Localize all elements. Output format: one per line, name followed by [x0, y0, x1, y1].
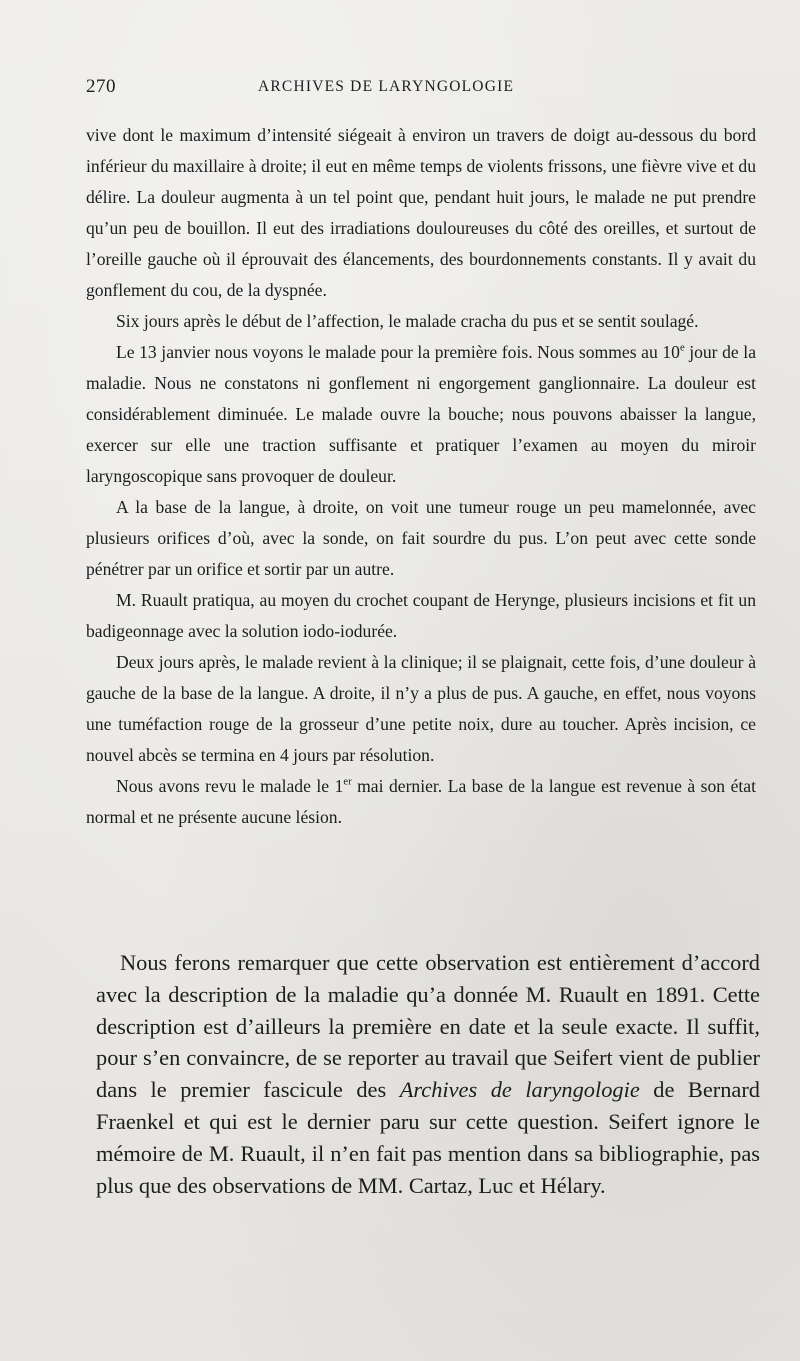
paragraph-relief: Six jours après le début de l’affection, le malade cracha du pus et se sentit soulagé. — [116, 311, 699, 331]
page-number: 270 — [86, 76, 116, 97]
journal-title-italic: Archives de laryngologie — [399, 1077, 640, 1103]
page-header — [86, 76, 756, 102]
text-run: Nous ferons remarquer que cette observation est entièrement d’accord avec la description de la maladie qu’a donnée M. Ruault en 1891. Cette description est d’ailleurs la première en date et la seule exacte. Il suffit, pour s’en convaincre, de se reporter au travail que Seifert vient de publier dans le premier fascicule des — [96, 950, 760, 1103]
superscript: er — [343, 776, 352, 788]
paragraph-first-visit — [86, 337, 756, 492]
case-observation-text — [86, 120, 756, 833]
paragraph-tumor: A la base de la langue, à droite, on voit une tumeur rouge un peu mamelonnée, avec plusieurs orifices d’où, avec la sonde, on fait sourdre du pus. L’on peut avec cette sonde pénétrer par un orifice et sortir par un autre. — [86, 497, 756, 579]
text-run: de Bernard Fraenkel et qui est le dernier paru sur cette question. Seifert ignore le mémoire de M. Ruault, il n’en fait pas mention dans sa bibliographie, pas plus que des observations de MM. Cartaz, Luc et Hélary. — [96, 1077, 760, 1198]
text-run: mai dernier. La base de la langue est revenue à son état normal et ne présente aucune lésion. — [86, 776, 756, 827]
paragraph-commentary — [96, 947, 760, 1201]
superscript: e — [679, 342, 685, 354]
paragraph-second-abscess: Deux jours après, le malade revient à la clinique; il se plaignait, cette fois, d’une douleur à gauche de la base de la langue. A droite, il n’y a plus de pus. A gauche, en effet, nous voyons une tuméfaction rouge de la grosseur d’une petite noix, dure au toucher. Après incision, ce nouvel abcès se termina en 4 jours par résolution. — [86, 652, 756, 765]
paragraph-incisions: M. Ruault pratiqua, au moyen du crochet coupant de Herynge, plusieurs incisions et fit un badigeonnage avec la solution iodo-iodurée. — [86, 590, 756, 641]
running-head: ARCHIVES DE LARYNGOLOGIE — [258, 78, 515, 95]
text-run: Nous avons revu le malade le 1 — [116, 776, 344, 796]
text-run: Le 13 janvier nous voyons le malade pour la première fois. Nous sommes au 10 — [116, 342, 680, 362]
text-run: jour de la maladie. Nous ne constatons ni gonflement ni engorgement ganglionnaire. La douleur est considérablement diminuée. Le malade ouvre la bouche; nous pouvons abaisser la langue, exercer sur elle une traction suffisante et pratiquer l’examen au moyen du miroir laryngoscopique sans provoquer de douleur. — [86, 342, 757, 486]
paragraph-follow-up — [86, 771, 756, 833]
paragraph-symptoms: vive dont le maximum d’intensité siégeait à environ un travers de doigt au-dessous du bord inférieur du maxillaire à droite; il eut en même temps de violents frissons, une fièvre vive et du délire. La douleur augmenta à un tel point que, pendant huit jours, le malade ne put prendre qu’un peu de bouillon. Il eut des irradiations douloureuses du côté des oreilles, et surtout de l’oreille gauche où il éprouvait des élancements, des bourdonnements constants. Il y avait du gonflement du cou, de la dyspnée. — [86, 125, 756, 300]
commentary-text — [96, 947, 760, 1201]
